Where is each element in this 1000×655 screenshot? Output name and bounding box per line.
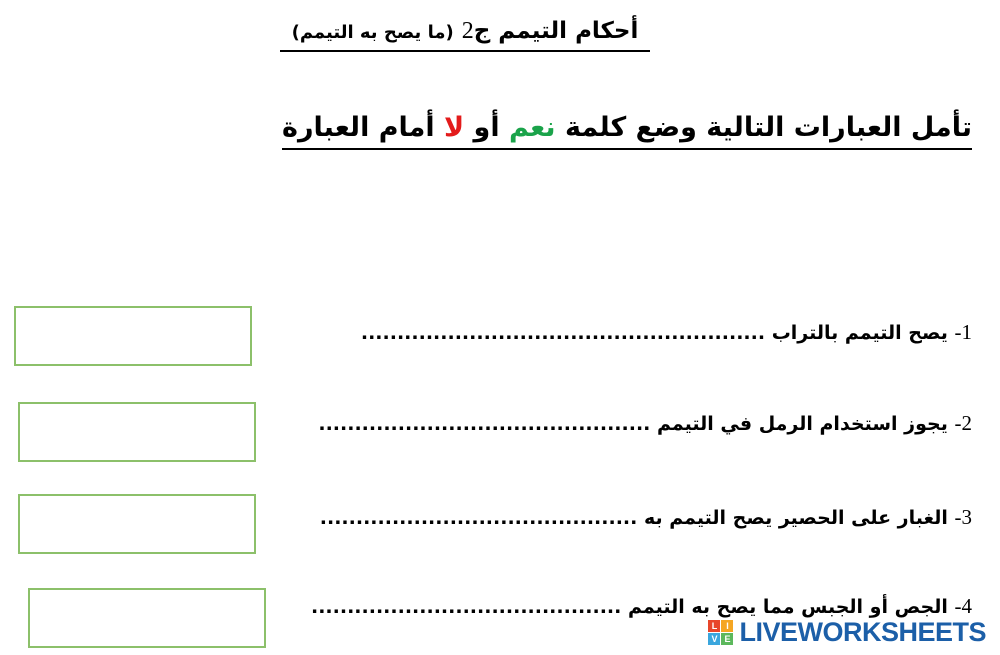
question-1-text: يصح التيمم بالتراب bbox=[771, 322, 948, 344]
answer-box-3[interactable] bbox=[18, 494, 256, 554]
question-2-text: يجوز استخدام الرمل في التيمم bbox=[657, 413, 948, 435]
question-3-text: الغبار على الحصير يصح التيمم به bbox=[644, 507, 948, 529]
liveworksheets-logo-icon bbox=[708, 620, 733, 645]
instruction-no-word: لا bbox=[444, 112, 465, 143]
question-3-dots: ............................................ bbox=[319, 507, 638, 529]
question-2-number: 2- bbox=[954, 411, 972, 435]
instruction-yes-word: نعم bbox=[509, 112, 556, 143]
instruction-part2: أمام العبارة bbox=[282, 112, 435, 143]
logo-letter-l: L bbox=[708, 620, 720, 632]
question-2-dots: .............................................. bbox=[318, 413, 651, 435]
answer-box-2[interactable] bbox=[18, 402, 256, 462]
question-4-dots: ........................................... bbox=[311, 596, 622, 618]
question-4-number: 4- bbox=[954, 594, 972, 618]
worksheet-title bbox=[280, 14, 650, 52]
title-subtitle: (ما يصح به التيمم) bbox=[291, 22, 454, 43]
question-3 bbox=[320, 502, 972, 533]
title-number: 2 bbox=[461, 18, 474, 44]
answer-box-1[interactable] bbox=[14, 306, 252, 366]
instruction-heading bbox=[282, 108, 972, 150]
question-1-number: 1- bbox=[954, 320, 972, 344]
instruction-part1: تأمل العبارات التالية وضع كلمة bbox=[564, 112, 972, 143]
answer-box-4[interactable] bbox=[28, 588, 266, 648]
liveworksheets-logo bbox=[708, 617, 986, 647]
question-4-text: الجص أو الجبس مما يصح به التيمم bbox=[628, 596, 948, 618]
instruction-or-word: أو bbox=[473, 112, 500, 143]
logo-letter-e: E bbox=[721, 633, 733, 645]
question-3-number: 3- bbox=[954, 505, 972, 529]
logo-letter-v: V bbox=[708, 633, 720, 645]
logo-letter-i: I bbox=[721, 620, 733, 632]
question-1-dots: ........................................................ bbox=[360, 322, 766, 344]
liveworksheets-brand-text: LIVEWORKSHEETS bbox=[739, 616, 986, 647]
question-1 bbox=[361, 317, 972, 348]
question-2 bbox=[318, 408, 972, 439]
title-part1: أحكام التيمم ج bbox=[473, 18, 639, 44]
